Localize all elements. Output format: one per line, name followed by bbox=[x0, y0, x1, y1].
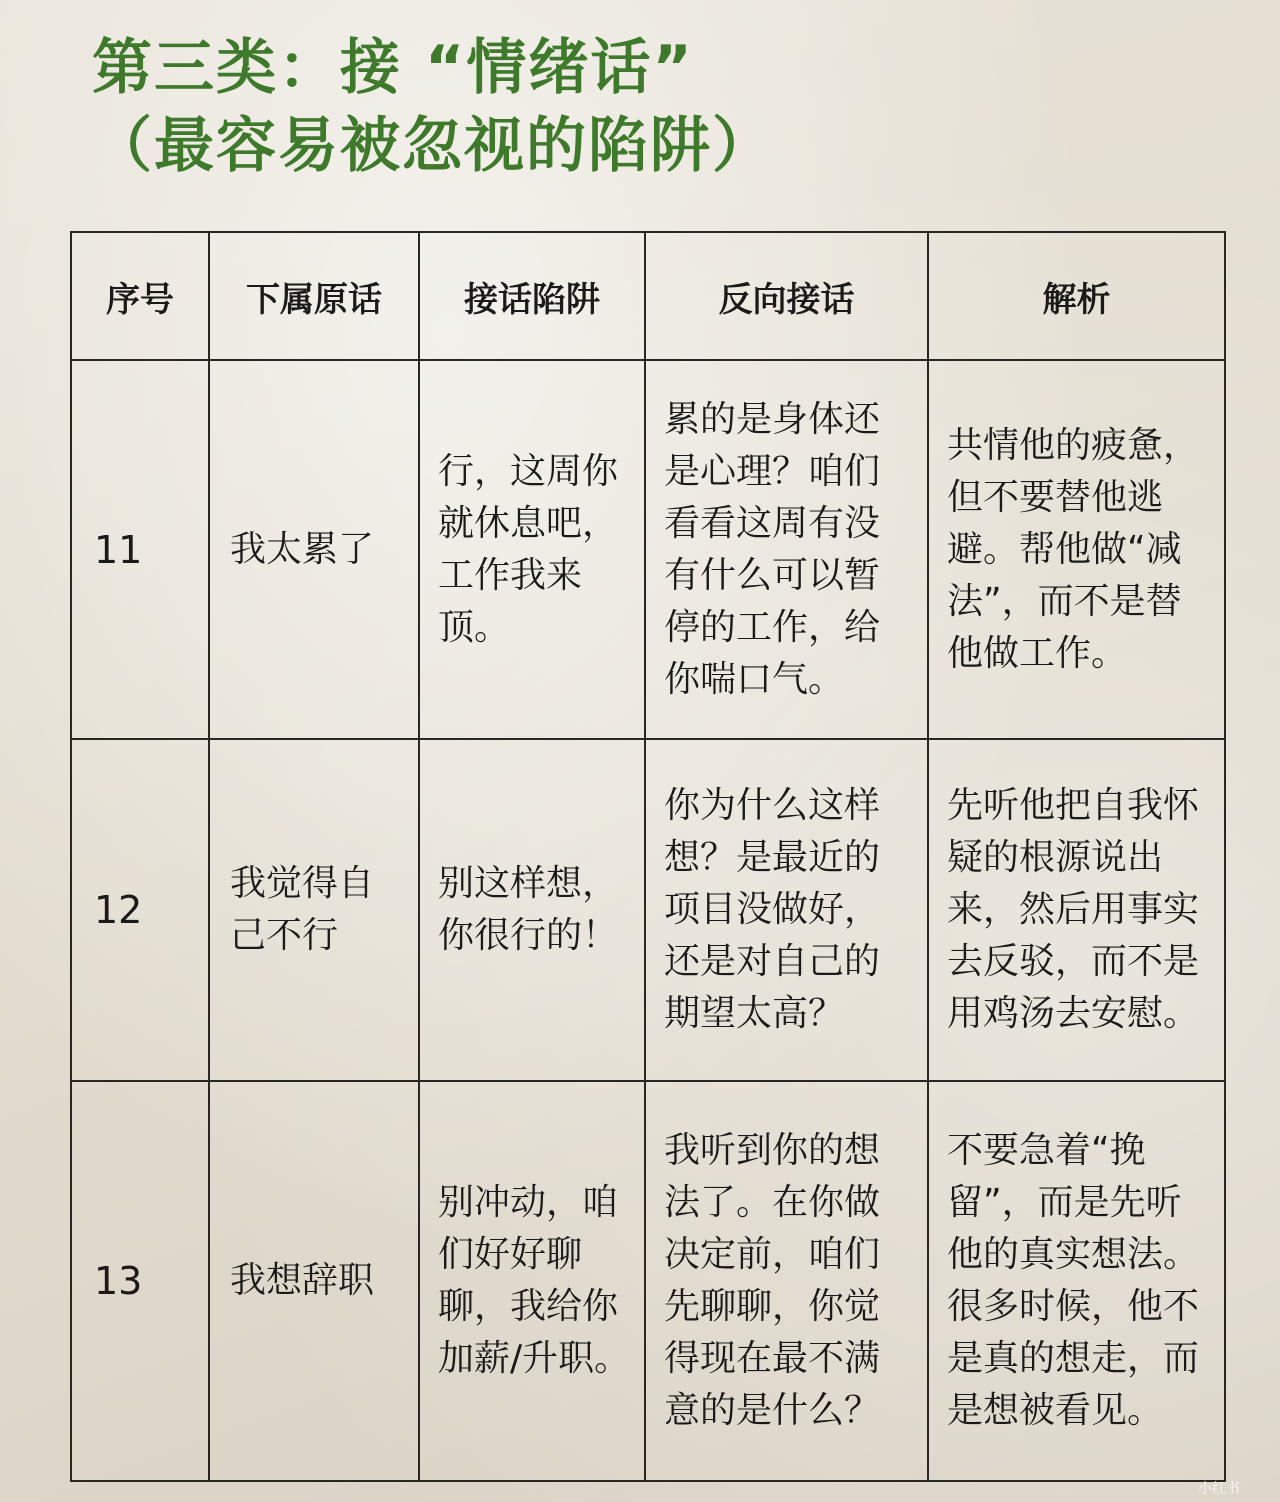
table-row bbox=[71, 739, 1225, 1081]
header-trap: 接话陷阱 bbox=[419, 232, 645, 360]
dialogue-table bbox=[70, 231, 1226, 1482]
original-words-cell: 我觉得自己不行 bbox=[209, 739, 419, 1081]
reverse-reply-cell: 我听到你的想法了。在你做决定前，咱们先聊聊，你觉得现在最不满意的是什么？ bbox=[645, 1081, 928, 1481]
page-subtitle: （最容易被忽视的陷阱） bbox=[92, 111, 774, 181]
trap-cell: 别冲动，咱们好好聊聊，我给你加薪/升职。 bbox=[419, 1081, 645, 1481]
original-words-cell: 我想辞职 bbox=[209, 1081, 419, 1481]
trap-cell: 别这样想，你很行的！ bbox=[419, 739, 645, 1081]
trap-cell: 行，这周你就休息吧，工作我来顶。 bbox=[419, 360, 645, 739]
analysis-cell: 先听他把自我怀疑的根源说出来，然后用事实去反驳，而不是用鸡汤去安慰。 bbox=[928, 739, 1225, 1081]
row-number: 13 bbox=[71, 1081, 209, 1481]
reverse-reply-cell: 累的是身体还是心理？咱们看看这周有没有什么可以暂停的工作，给你喘口气。 bbox=[645, 360, 928, 739]
header-reply: 反向接话 bbox=[645, 232, 928, 360]
row-number: 12 bbox=[71, 739, 209, 1081]
analysis-cell: 不要急着“挽留”，而是先听他的真实想法。很多时候，他不是真的想走，而是想被看见。 bbox=[928, 1081, 1225, 1481]
analysis-cell: 共情他的疲惫，但不要替他逃避。帮他做“减法”，而不是替他做工作。 bbox=[928, 360, 1225, 739]
original-words-cell: 我太累了 bbox=[209, 360, 419, 739]
page-title: 第三类：接 “情绪话” bbox=[92, 33, 694, 103]
header-no: 序号 bbox=[71, 232, 209, 360]
header-analysis: 解析 bbox=[928, 232, 1225, 360]
table-row bbox=[71, 1081, 1225, 1481]
header-original: 下属原话 bbox=[209, 232, 419, 360]
table-header-row bbox=[71, 232, 1225, 360]
watermark: 小红书 bbox=[1198, 1481, 1240, 1497]
row-number: 11 bbox=[71, 360, 209, 739]
reverse-reply-cell: 你为什么这样想？是最近的项目没做好，还是对自己的期望太高？ bbox=[645, 739, 928, 1081]
table-row bbox=[71, 360, 1225, 739]
